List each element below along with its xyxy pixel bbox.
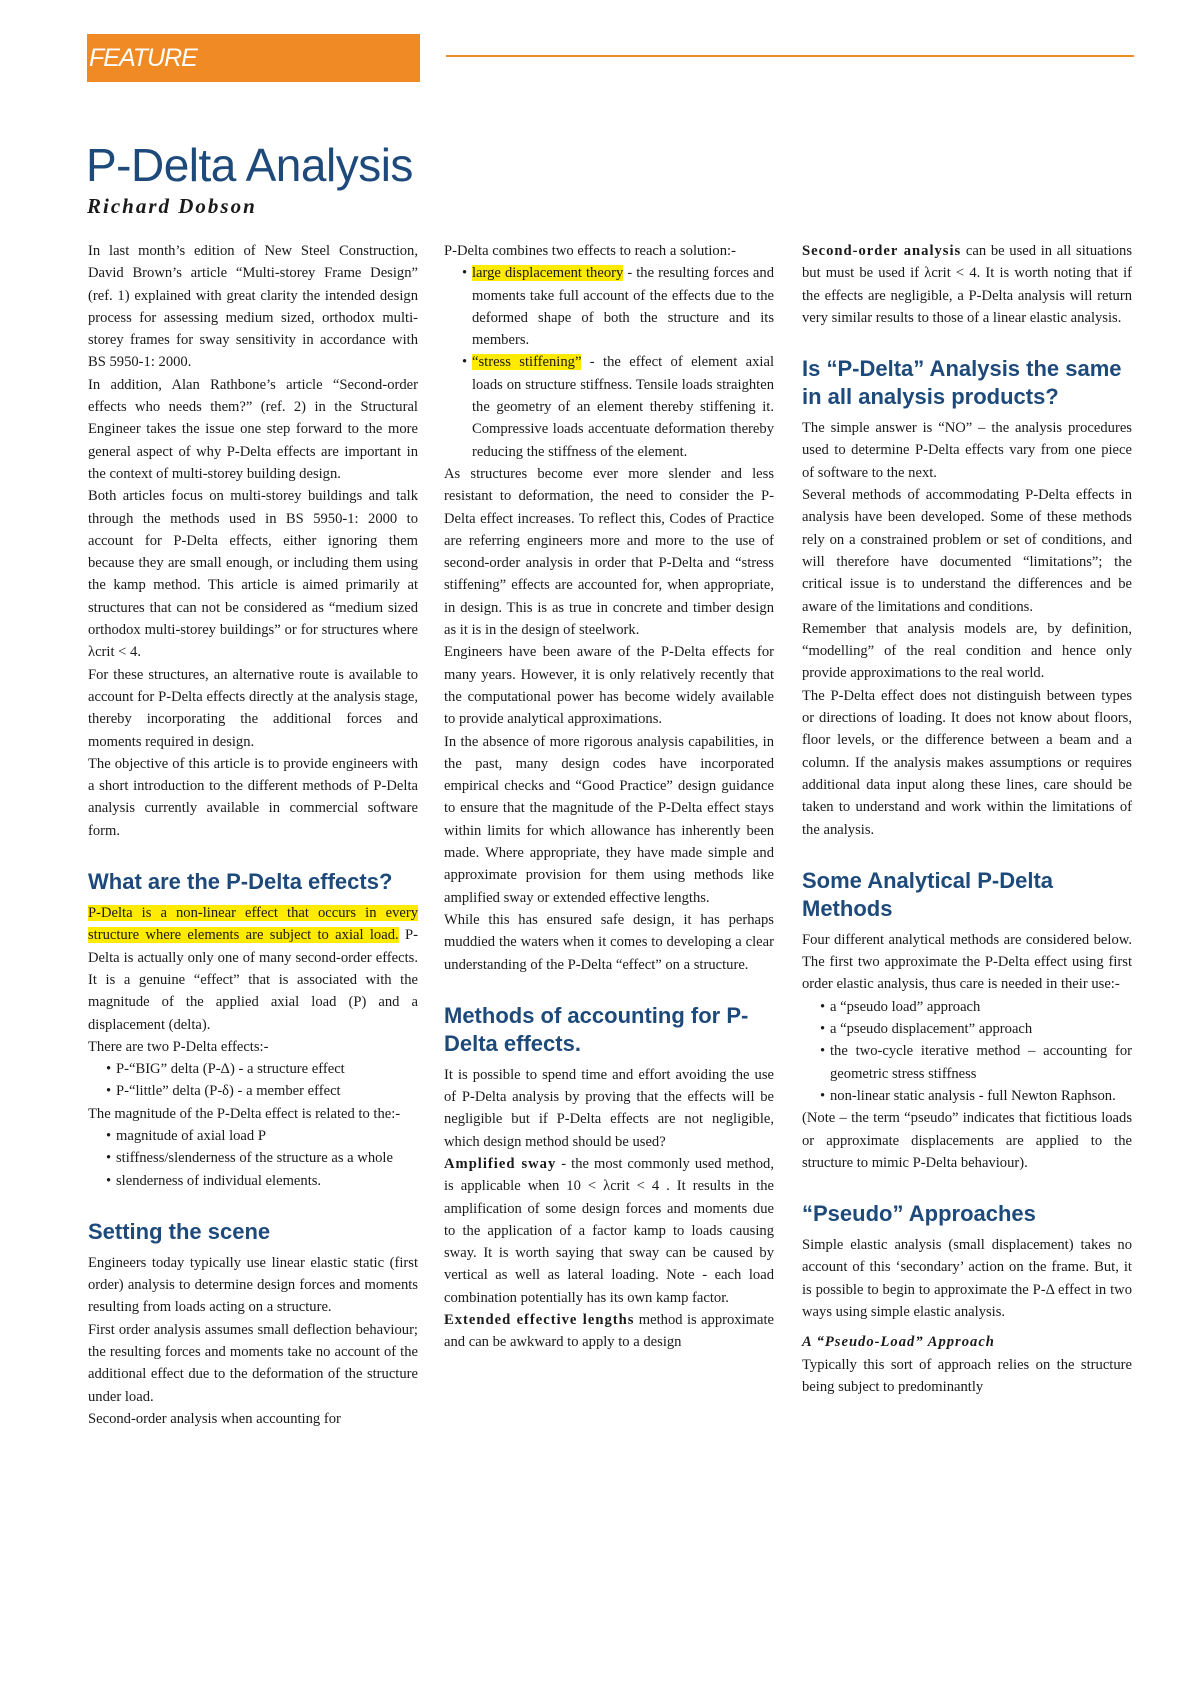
list-item-text: - the effect of element axial loads on structure stiffness. Tensile loads straighten the geometry of an element thereby stiffening it. Compressive loads accentuate deformation thereby reducing the stiffness of the element. (472, 354, 775, 460)
list-item: • non-linear static analysis - full Newton Raphson. (802, 1085, 1132, 1107)
paragraph: Simple elastic analysis (small displacement) takes no account of this ‘secondary’ action on the frame. But, it is possible to begin to approximate the P-Δ effect in two ways using simple elastic analysis. (802, 1237, 1132, 1320)
article-title: P-Delta Analysis (86, 139, 413, 191)
paragraph: Both articles focus on multi-storey buildings and talk through the methods used in BS 5950-1: 2000 to account for P-Delta effects, either ignoring them because they are small enough, or including them using the kamp method. This article is aimed primarily at structures that can not be considered as “medium sized orthodox multi-storey buildings” or for structures where λcrit < 4. (88, 488, 418, 661)
list-item (444, 262, 774, 351)
header-rule (446, 55, 1134, 57)
column-2 (444, 240, 774, 1354)
paragraph: The magnitude of the P-Delta effect is related to the:- (88, 1105, 401, 1122)
list-item: • slenderness of individual elements. (88, 1170, 418, 1192)
bold-term: Extended effective lengths (444, 1312, 635, 1329)
paragraph: While this has ensured safe design, it has perhaps muddied the waters when it comes to developing a clear understanding of the P-Delta “effect” on a structure. (444, 911, 774, 973)
column-1 (88, 240, 418, 1430)
list-item (444, 351, 774, 462)
list-item: • stiffness/slenderness of the structure as a whole (88, 1147, 418, 1169)
paragraph: The objective of this article is to provide engineers with a short introduction to the different methods of P-Delta analysis currently available in commercial software form. (88, 755, 418, 839)
section-heading: Is “P-Delta” Analysis the same in all analysis products? (802, 356, 1122, 410)
highlighted-text: “stress stiffening” (472, 354, 582, 371)
paragraph: (Note – the term “pseudo” indicates that fictitious loads or approximate displacements are applied to the structure to mimic P-Delta behaviour). (802, 1110, 1132, 1171)
section-label: FEATURE (89, 43, 197, 72)
paragraph: As structures become ever more slender and less resistant to deformation, the need to consider the P-Delta effect increases. To reflect this, Codes of Practice are referring engineers more and more to the use of second-order analysis in order that P-Delta and “stress stiffening” effects are accounted for, when appropriate, in design. This is as true in concrete and timber design as it is in the design of steelwork. (444, 465, 774, 639)
section-heading: Methods of accounting for P-Delta effects. (444, 1002, 749, 1056)
paragraph: Four different analytical methods are considered below. The first two approximate the P-Delta effect using first order elastic analysis, thus care is needed in their use:- (802, 931, 1132, 993)
list-item: • P-“BIG” delta (P-Δ) - a structure effect (88, 1058, 418, 1080)
paragraph: The simple answer is “NO” – the analysis procedures used to determine P-Delta effects vary from one piece of software to the next. (802, 420, 1132, 481)
paragraph: In the absence of more rigorous analysis capabilities, in the past, many design codes have incorporated empirical checks and “Good Practice” design guidance to ensure that the magnitude of the P-Delta effect stays within limits for which allowance has inherently been made. Where appropriate, they have made simple and approximate provision for them using methods like amplified sway or extended effective lengths. (444, 733, 774, 906)
list-item-text: - the resulting forces and moments take full account of the effects due to the deformed shape of both the structure and its members. (472, 265, 774, 349)
highlighted-text: P-Delta is a non-linear effect that occurs in every structure where elements are subject to axial load. (88, 905, 418, 944)
paragraph-text: P-Delta is actually only one of many second-order effects. It is a genuine “effect” that is associated with the magnitude of the applied axial load (P) and a displacement (delta). (88, 927, 418, 1033)
subsection-heading: A “Pseudo-Load” Approach (802, 1334, 995, 1351)
paragraph: The P-Delta effect does not distinguish between types or directions of loading. It does not know about floors, floor levels, or the difference between a beam and a column. If the analysis makes assumptions or requires additional data input along these lines, care should be taken to understand and work within the limitations of the analysis. (802, 687, 1132, 838)
list-item: • a “pseudo displacement” approach (802, 1018, 1132, 1040)
paragraph: Typically this sort of approach relies on the structure being subject to predominantly (802, 1356, 1132, 1395)
list-item: • the two-cycle iterative method – accounting for geometric stress stiffness (802, 1040, 1132, 1085)
bullet-list (802, 996, 1132, 1107)
highlighted-text: large displacement theory (472, 265, 624, 282)
bold-term: Second-order analysis (802, 243, 962, 259)
bold-term: Amplified sway (444, 1155, 557, 1172)
paragraph (444, 1309, 774, 1354)
paragraph: P-Delta combines two effects to reach a solution:- (444, 243, 736, 259)
list-item: • a “pseudo load” approach (802, 996, 1132, 1018)
paragraph: There are two P-Delta effects:- (88, 1038, 269, 1055)
article-author: Richard Dobson (87, 194, 257, 218)
paragraph (802, 240, 1132, 329)
paragraph (88, 902, 418, 1036)
paragraph: Engineers have been aware of the P-Delta effects for many years. However, it is only relatively recently that the computational power has become widely available to provide analytical approximations. (444, 644, 774, 728)
paragraph: First order analysis assumes small deflection behaviour; the resulting forces and moments take no account of the additional effect due to the deformation of the structure under load. (88, 1321, 418, 1405)
list-item: • magnitude of axial load P (88, 1125, 418, 1147)
paragraph-text: method is approximate and can be awkward to apply to a design (444, 1312, 774, 1351)
list-item: • P-“little” delta (P-δ) - a member effect (88, 1080, 418, 1102)
paragraph: Second-order analysis when accounting for (88, 1410, 341, 1427)
paragraph: For these structures, an alternative route is available to account for P-Delta effects directly at the analysis stage, thereby incorporating the additional forces and moments required in design. (88, 666, 418, 750)
bullet-list (88, 1058, 418, 1103)
paragraph: In addition, Alan Rathbone’s article “Second-order effects who needs them?” (ref. 2) in the Structural Engineer takes the issue one step forward to the more general aspect of why P-Delta effects are important in the context of multi-storey building design. (88, 376, 418, 482)
paragraph-text: - the most commonly used method, is applicable when 10 < λcrit < 4 . It results in the amplification of some design forces and moments due to the application of a factor kamp to loads causing sway. It is worth saying that sway can be caused by vertical as well as lateral loading. Note - each load combination potentially has its own kamp factor. (444, 1155, 775, 1306)
paragraph (444, 1153, 774, 1309)
paragraph-text: can be used in all situations but must be used if λcrit < 4. It is worth noting that if the effects are negligible, a P-Delta analysis will return very similar results to those of a linear elastic analysis. (802, 243, 1132, 326)
bullet-list (444, 262, 774, 463)
bullet-list (88, 1125, 418, 1192)
column-3 (802, 240, 1132, 1398)
paragraph: Remember that analysis models are, by definition, “modelling” of the real condition and hence only provide approximations to the real world. (802, 620, 1132, 682)
section-heading: “Pseudo” Approaches (802, 1201, 1036, 1227)
paragraph: It is possible to spend time and effort avoiding the use of P-Delta analysis by proving that the effects will be negligible but if P-Delta effects are not negligible, which design method should be used? (444, 1066, 774, 1150)
section-heading: Setting the scene (88, 1218, 271, 1244)
section-banner (87, 34, 420, 82)
paragraph: In last month’s edition of New Steel Construction, David Brown’s article “Multi-storey Frame Design” (ref. 1) explained with great clarity the intended design process for assessing medium sized, orthodox multi-storey frames for sway sensitivity in accordance with BS 5950-1: 2000. (88, 243, 418, 371)
paragraph: Several methods of accommodating P-Delta effects in analysis have been developed. Some of these methods rely on a constrained problem or set of conditions, and will therefore have documented “limitations”; the critical issue is to understand the differences and be aware of the limitations and conditions. (802, 487, 1132, 615)
paragraph: Engineers today typically use linear elastic static (first order) analysis to determine design forces and moments resulting from loads acting on a structure. (88, 1254, 418, 1316)
section-heading: What are the P-Delta effects? (88, 869, 393, 895)
section-heading: Some Analytical P-Delta Methods (802, 867, 1054, 921)
